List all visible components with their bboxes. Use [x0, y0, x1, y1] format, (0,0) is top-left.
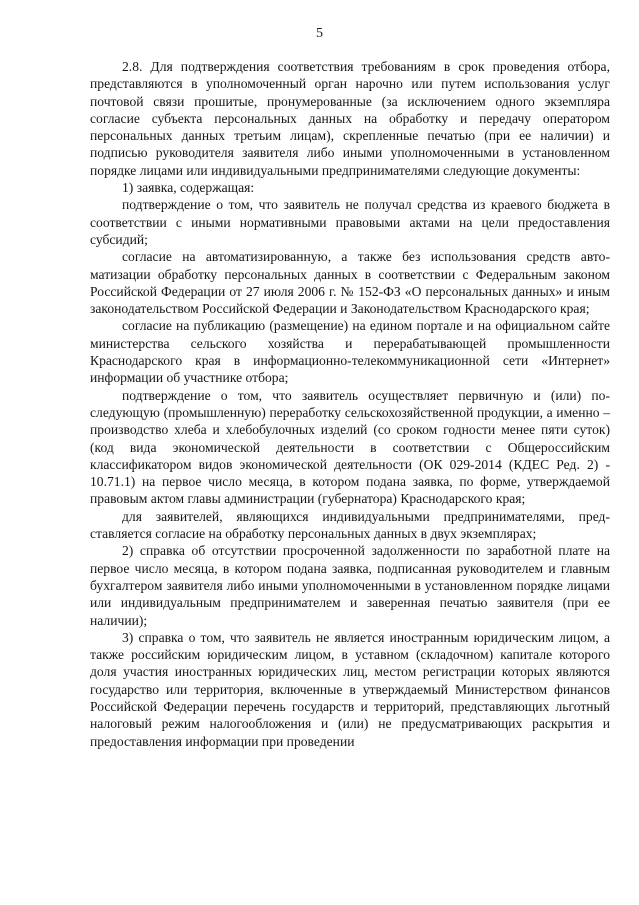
paragraph-entrepreneurs-consent: для заявителей, являющихся индивидуальными предпринимателями, представляется согласие на обработку персональных данных в двух экземплярах; [90, 508, 610, 542]
paragraph-item-2-salary-certificate: 2) справка об отсутствии просроченной задолженности по заработной плате на первое число месяца, в котором подана заявка, подписанная руководителем и главным бухгалтером заявителя либо иными уполномоченными в установленном порядке лицами или индивидуальным предпринимателем и заверенная печатью заявителя (при ее наличии); [90, 543, 610, 628]
document-body [90, 58, 610, 750]
page-number: 5 [316, 26, 323, 41]
paragraph-2-8: 2.8. Для подтверждения соответствия требованиям в срок проведения отбора, представляются в уполномоченный орган нарочно или путем использования услуг почтовой связи прошитые, пронумерованные (за исключением одного экземпляра согласие субъекта персональных данных на обработку и передачу оператором персональных данных третьим лицам), скрепленные печатью (при ее наличии) и подписью руководителя заявителя либо иными уполномоченными в установленном порядке лицами или индивидуальными предпринимателями следующие документы: [90, 59, 610, 178]
paragraph-budget-confirmation: подтверждение о том, что заявитель не получал средства из краевого бюджета в соответствии с иными нормативными правовыми актами на цели предоставления субсидий; [90, 197, 610, 247]
paragraph-item-3-foreign-entity-certificate: 3) справка о том, что заявитель не является иностранным юридическим лицом, а также российским юридическим лицом, в уставном (складочном) капитале которого доля участия иностранных юридических лиц, местом регистрации которых являются государство или территория, включенные в утверждаемый Министерством финансов Российской Федерации перечень государств и территорий, представляющих льготный налоговый режим налогообложения и (или) не предусматривающих раскрытия и предоставления информации при проведении [90, 629, 610, 749]
paragraph-processing-confirmation: подтверждение о том, что заявитель осуществляет первичную и (или) последующую (промышленную) переработку сельскохозяйственной продукции, а именно – производство хлеба и хлебобулочных изделий (со сроком годности менее пяти суток) (код вида экономической деятельности в соответствии с Общероссийским классификатором видов экономической деятельности (ОК 029-2014 (КДЕС Ред. 2) - 10.71.1) на первое число месяца, в котором подана заявка, по форме, утверждаемой правовым актом главы администрации (губернатора) Краснодарского края; [90, 387, 610, 507]
paragraph-item-1-heading: 1) заявка, содержащая: [122, 180, 255, 196]
paragraph-personal-data-consent: согласие на автоматизированную, а также без использования средств автоматизации обработку персональных данных в соответствии с Федеральным законом Российской Федерации от 27 июля 2006 г. № 152-ФЗ «О персональных данных» и иным законодательством Российской Федерации и Законодательством Краснодарского края; [90, 249, 610, 317]
paragraph-publication-consent: согласие на публикацию (размещение) на едином портале и на официальном сайте министерства сельского хозяйства и перерабатывающей промышленности Краснодарского края в информационно-телекоммуникационной сети «Интернет» информации об участнике отбора; [90, 318, 610, 386]
